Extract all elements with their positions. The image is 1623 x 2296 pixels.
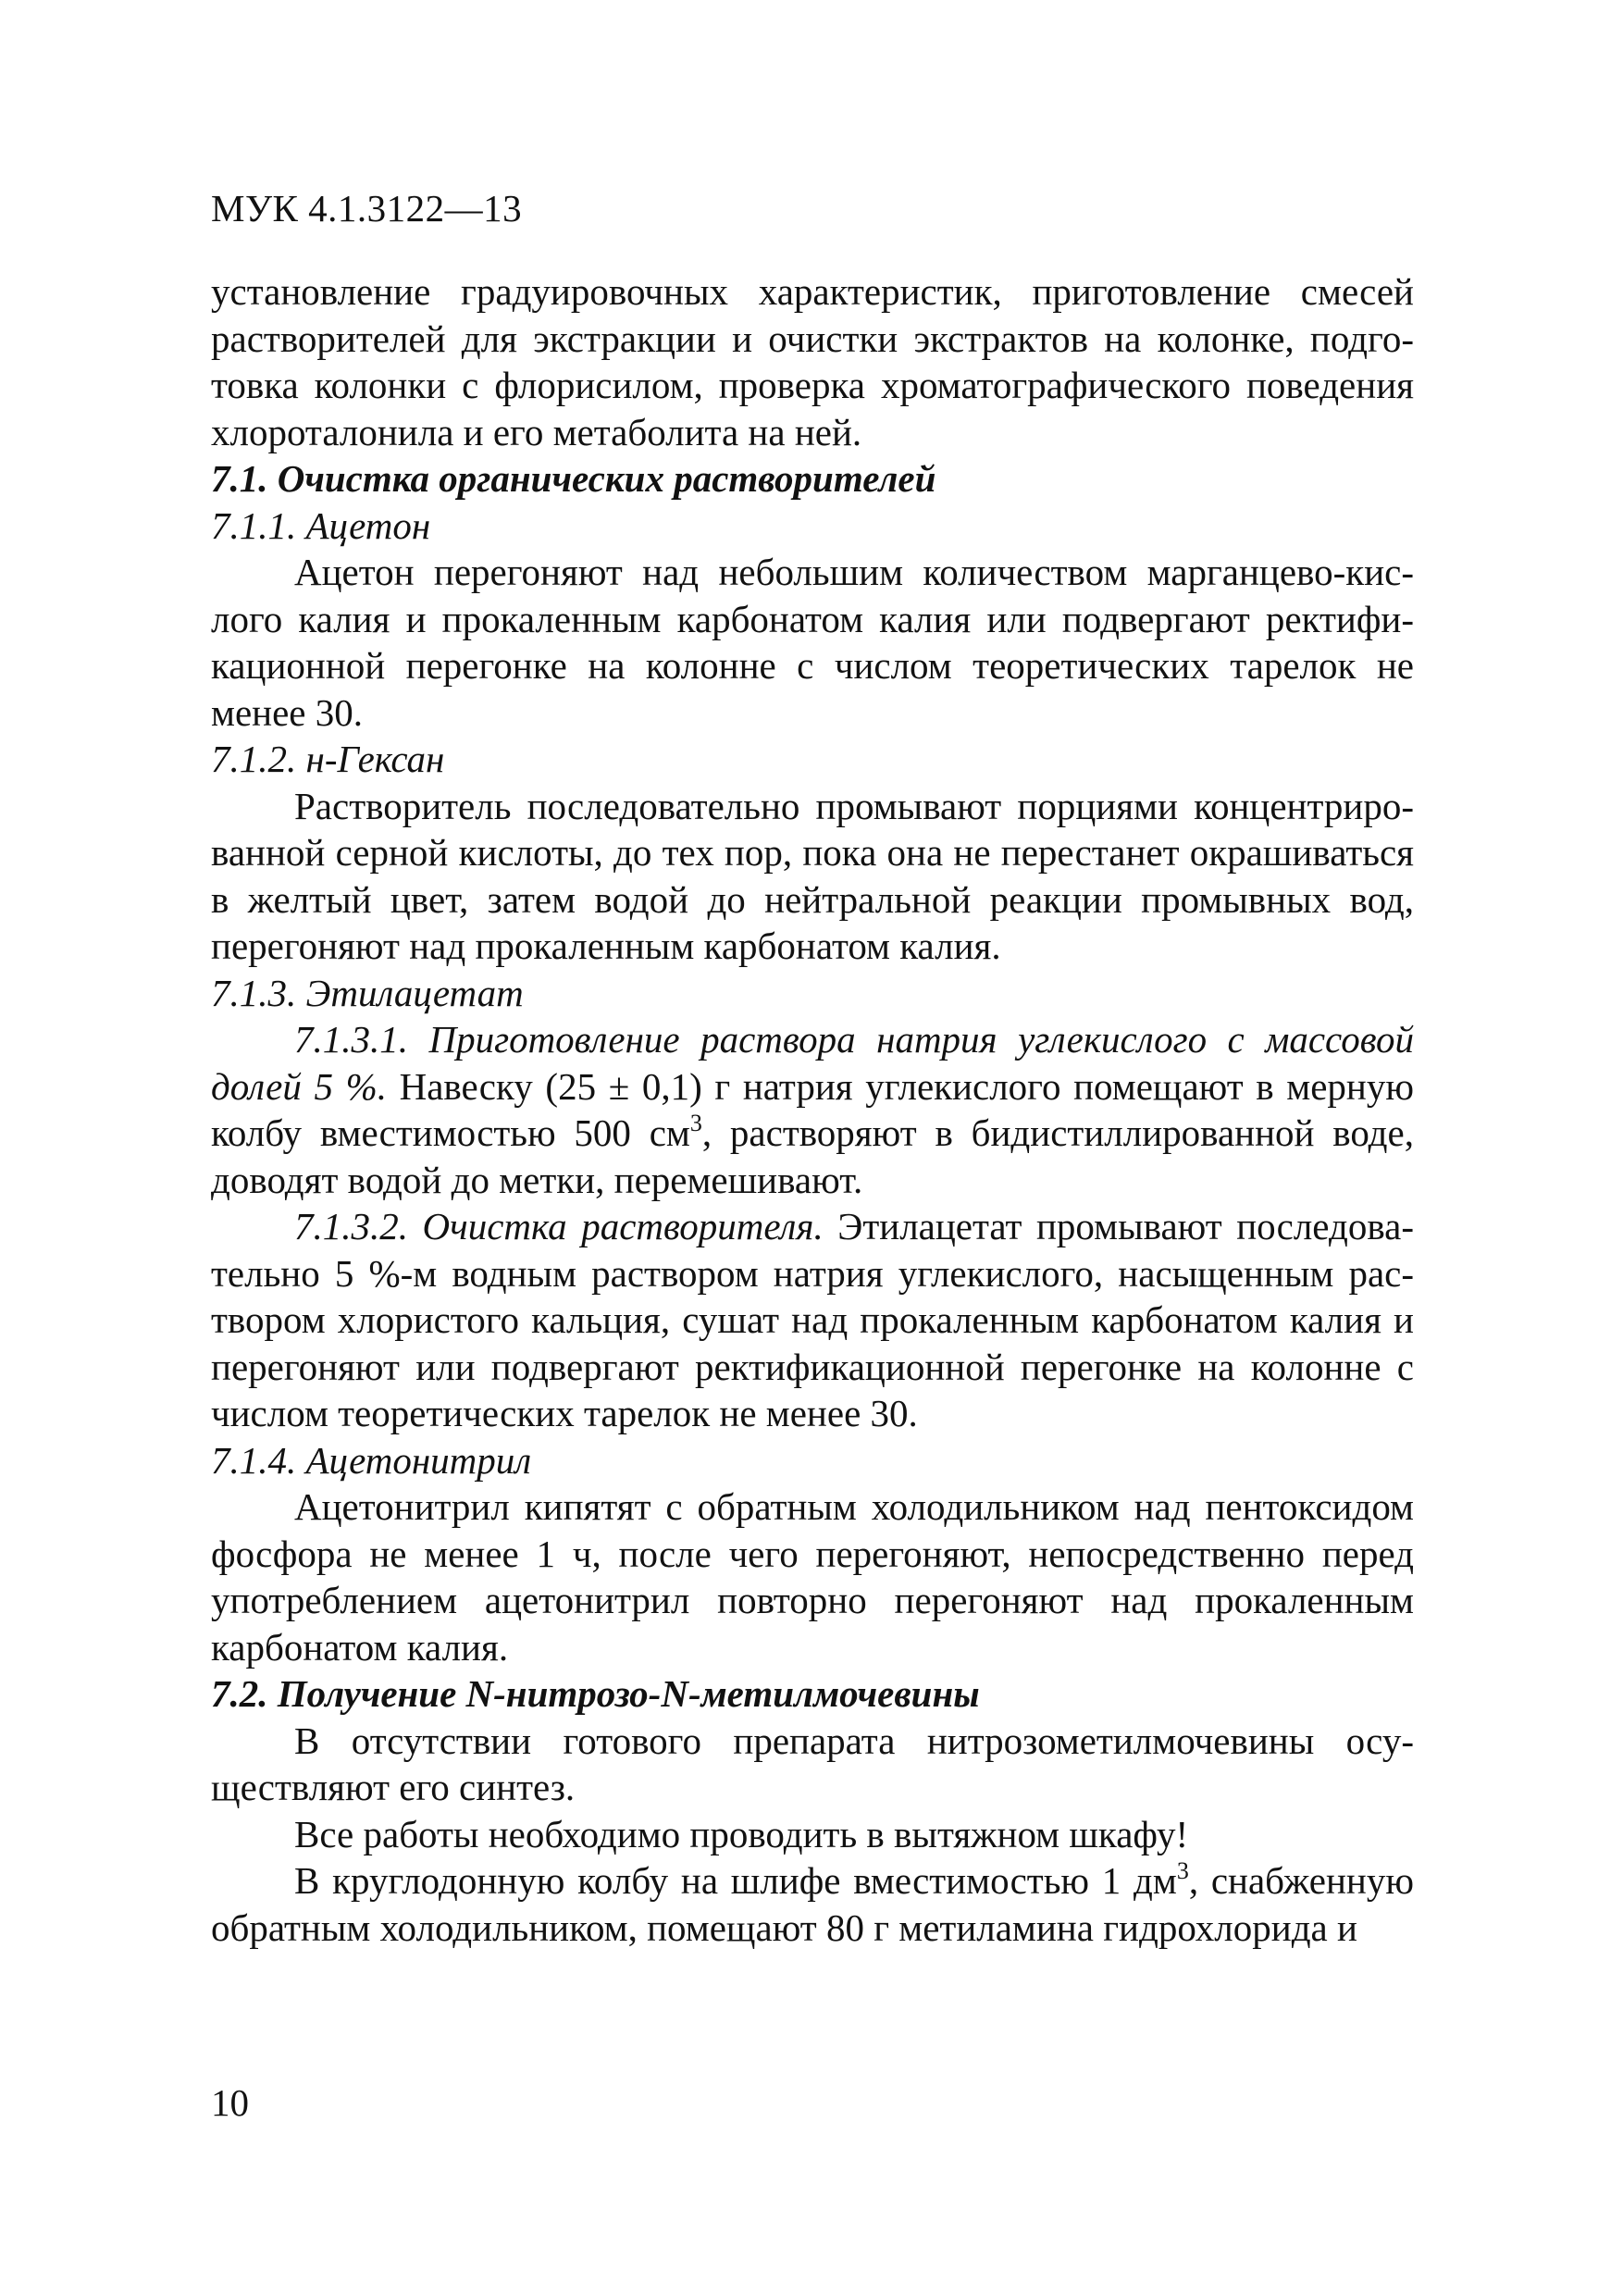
cubic-superscript: 3 [689, 1110, 702, 1136]
cubic-superscript: 3 [1176, 1857, 1189, 1884]
section-7-1-1-title: 7.1.1. Ацетон [211, 503, 431, 547]
section-7-1-1-paragraph: Ацетон перегоняют над небольшим количеством марганцево-кислого калия и прокаленным карбонатом калия или подвергают ректификационной перегонке на колонне с числом теоретических тарелок не менее 30. [211, 551, 1414, 734]
page-number: 10 [211, 2081, 249, 2124]
running-head: МУК 4.1.3122—13 [211, 187, 523, 230]
section-7-1-3-2-text: Этилацетат промывают последовательно 5 %-м водным раствором натрия углекислого, насыщенным раствором хлористого кальция, сушат над прокаленным карбонатом калия и перегоняют или подвергают ректификационной перегонке на колонне с числом теоретических тарелок не менее 30. [211, 1205, 1414, 1434]
section-7-1-3-1-lead: 7.1.3.1. Приготовление раствора натрия углекислого с массовой долей 5 %. [211, 1018, 1414, 1108]
section-7-1-3-1-text-a: Навеску (25 ± 0,1) г натрия углекислого помещают в мерную колбу вместимостью 500 см [211, 1064, 1414, 1154]
section-7-1-3-2-paragraph [211, 1203, 1414, 1437]
section-7-1-4-paragraph: Ацетонитрил кипятят с обратным холодильником над пентоксидом фосфора не менее 1 ч, после чего перегоняют, непосредственно перед употреблением ацетонитрил повторно перегоняют над прокаленным карбонатом калия. [211, 1485, 1414, 1669]
section-7-1-3-2-lead: 7.1.3.2. Очистка растворителя. [294, 1205, 824, 1247]
section-7-1-4-title: 7.1.4. Ацетонитрил [211, 1438, 532, 1482]
body-text [211, 268, 1414, 1951]
section-7-1-3-1-text-b: , растворяют в бидистиллированной воде, доводят водой до метки, перемешивают. [211, 1111, 1414, 1201]
section-7-2-paragraph-1: В отсутствии готового препарата нитрозометилмочевины осуществляют его синтез. [211, 1719, 1414, 1808]
section-7-2-paragraph-3-text-b: , снабженную обратным холодильником, помещают 80 г метиламина гидрохлорида и [211, 1859, 1414, 1949]
section-7-2-paragraph-3 [211, 1857, 1414, 1951]
intro-paragraph: установление градуировочных характеристик, приготовление смесей растворителей для экстракции и очистки экстрактов на колонке, подготовка колонки с флорисилом, проверка хроматографического поведения хлороталонила и его метаболита на ней. [211, 270, 1414, 453]
section-7-1-3-1-paragraph [211, 1016, 1414, 1203]
section-7-1-2-paragraph: Растворитель последовательно промывают порциями концентрированной серной кислоты, до тех пор, пока она не перестанет окрашиваться в желтый цвет, затем водой до нейтральной реакции промывных вод, перегоняют над прокаленным карбонатом калия. [211, 784, 1414, 967]
section-7-1-3-title: 7.1.3. Этилацетат [211, 971, 524, 1014]
section-7-1-2-title: 7.1.2. н-Гексан [211, 738, 445, 780]
section-7-2-paragraph-3-text-a: В круглодонную колбу на шлифе вместимостью 1 дм [294, 1859, 1177, 1902]
section-7-2-paragraph-2: Все работы необходимо проводить в вытяжном шкафу! [294, 1812, 1189, 1855]
section-7-1-title: 7.1. Очистка органических растворителей [211, 457, 936, 500]
section-7-2-title: 7.2. Получение N-нитрозо-N-метилмочевины [211, 1672, 980, 1715]
